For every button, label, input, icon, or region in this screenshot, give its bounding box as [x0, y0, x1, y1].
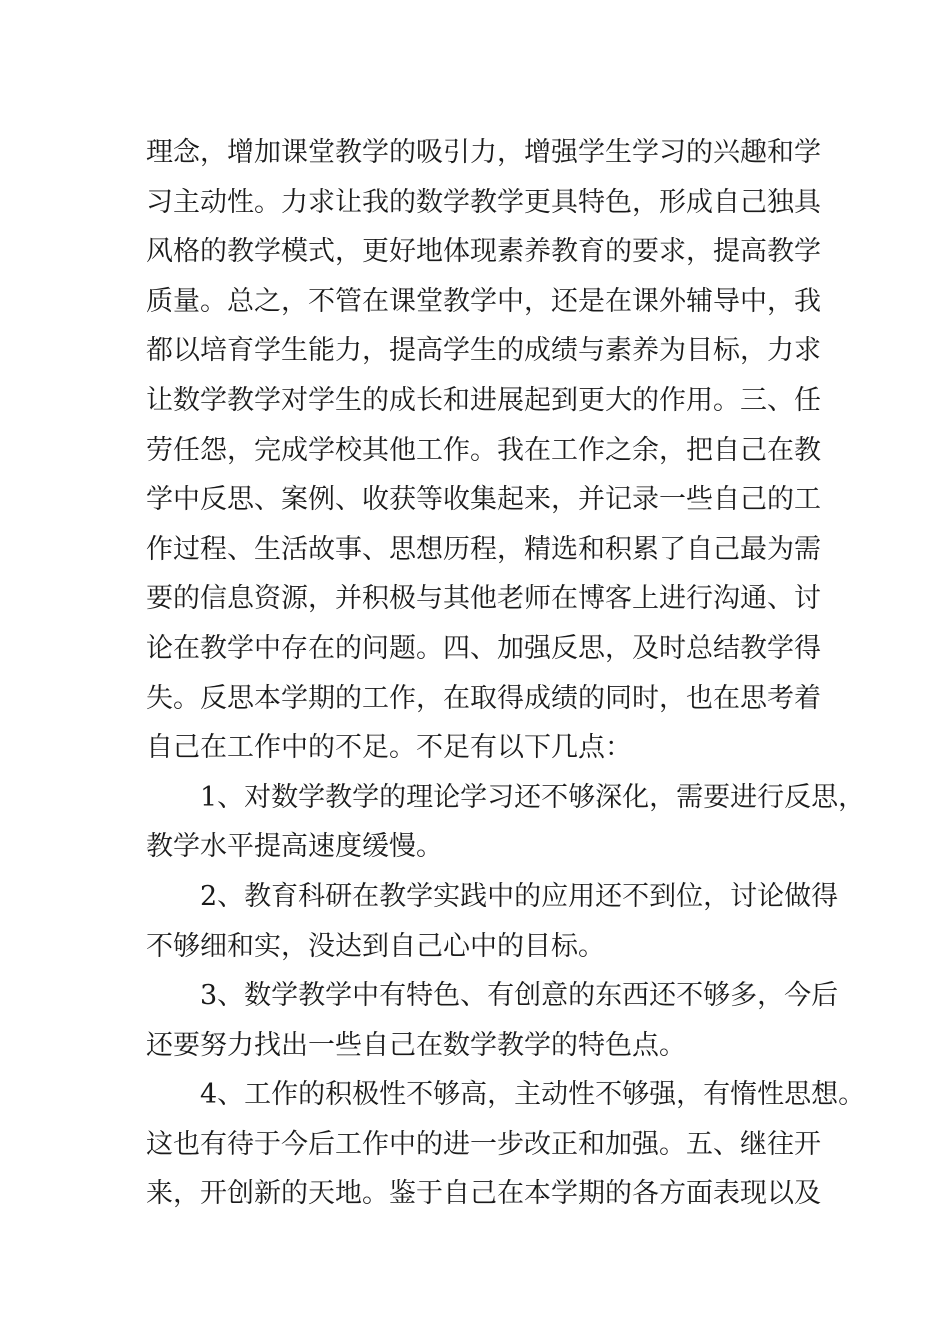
text-line: 作过程、生活故事、思想历程，精选和积累了自己最为需 — [146, 533, 821, 565]
list-item-1-start: 1、对数学教学的理论学习还不够深化，需要进行反思， — [200, 781, 866, 813]
list-item-2-start: 2、教育科研在教学实践中的应用还不到位，讨论做得 — [200, 880, 839, 912]
list-item-4-start: 4、工作的积极性不够高，主动性不够强，有惰性思想。 — [200, 1079, 866, 1111]
text-line: 让数学教学对学生的成长和进展起到更大的作用。三、任 — [146, 384, 821, 416]
text-line: 理念，增加课堂教学的吸引力，增强学生学习的兴趣和学 — [146, 137, 821, 168]
text-line: 还要努力找出一些自己在数学教学的特色点。 — [146, 1029, 686, 1061]
text-line: 劳任怨，完成学校其他工作。我在工作之余，把自己在教 — [146, 434, 821, 466]
list-item-3-start: 3、数学教学中有特色、有创意的东西还不够多，今后 — [200, 980, 839, 1012]
text-line: 不够细和实，没达到自己心中的目标。 — [146, 930, 605, 962]
text-line: 都以培育学生能力，提高学生的成绩与素养为目标，力求 — [146, 335, 821, 367]
text-line: 失。反思本学期的工作，在取得成绩的同时，也在思考着 — [146, 682, 821, 714]
text-line: 这也有待于今后工作中的进一步改正和加强。五、继往开 — [146, 1128, 821, 1160]
text-line: 习主动性。力求让我的数学教学更具特色，形成自己独具 — [146, 186, 821, 218]
text-line: 来，开创新的天地。鉴于自己在本学期的各方面表现以及 — [146, 1178, 821, 1210]
text-line: 自己在工作中的不足。不足有以下几点： — [146, 732, 632, 764]
text-line: 学中反思、案例、收获等收集起来，并记录一些自己的工 — [146, 484, 821, 516]
text-line: 论在教学中存在的问题。四、加强反思，及时总结教学得 — [146, 632, 821, 664]
text-line: 质量。总之，不管在课堂教学中，还是在课外辅导中，我 — [146, 285, 821, 317]
text-line: 要的信息资源，并积极与其他老师在博客上进行沟通、讨 — [146, 583, 821, 615]
text-line: 风格的教学模式，更好地体现素养教育的要求，提高教学 — [146, 236, 821, 268]
body-text — [146, 128, 866, 1219]
text-line: 教学水平提高速度缓慢。 — [146, 831, 443, 863]
